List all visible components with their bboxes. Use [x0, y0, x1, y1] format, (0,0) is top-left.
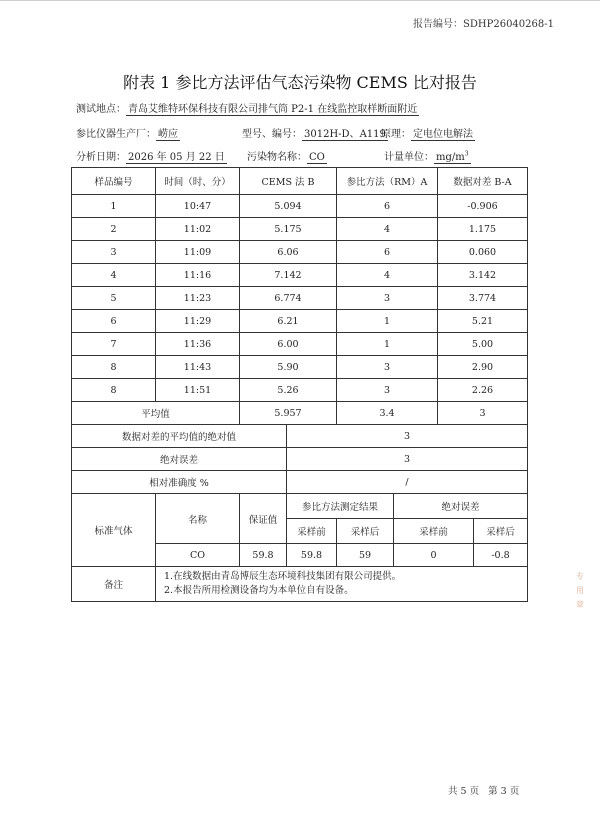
side-stamp: 专 用 章 — [576, 572, 584, 609]
date-field — [76, 148, 227, 163]
model-label: 型号、编号： — [242, 129, 302, 140]
top-divider — [0, 0, 600, 1]
time-cell: 11:02 — [156, 218, 240, 241]
report-number-value: SDHP26040268-1 — [463, 19, 554, 30]
rm-cell: 3 — [337, 356, 438, 379]
gas-name-header: 名称 — [156, 494, 240, 544]
table-row — [72, 379, 528, 402]
table-row — [72, 310, 528, 333]
total-pages: 共 5 页 — [448, 786, 480, 797]
note-line-2: 2.本报告所用检测设备均为本单位自有设备。 — [164, 585, 354, 596]
time-cell: 11:09 — [156, 241, 240, 264]
cems-cell: 5.26 — [240, 379, 337, 402]
sample-id-cell: 8 — [72, 379, 156, 402]
rm-cell: 6 — [337, 195, 438, 218]
note-line-1: 1.在线数据由青岛博辰生态环境科技集团有限公司提供。 — [164, 571, 402, 582]
unit-superscript: 3 — [464, 150, 469, 158]
std-gas-label: 标准气体 — [72, 494, 156, 567]
note-label: 备注 — [72, 567, 156, 602]
ref-before-header: 采样前 — [287, 519, 337, 544]
table-row — [72, 264, 528, 287]
header-cell: CEMS 法 B — [240, 168, 337, 195]
report-number-label: 报告编号： — [413, 19, 464, 30]
page-title: 附表 1 参比方法评估气态污染物 CEMS 比对报告 — [123, 73, 477, 92]
ref-after-header: 采样后 — [337, 519, 394, 544]
abs-error-header: 绝对误差 — [394, 494, 528, 519]
rm-cell: 3 — [337, 379, 438, 402]
principle-value: 定电位电解法 — [413, 129, 473, 140]
cems-cell: 7.142 — [240, 264, 337, 287]
current-page: 第 3 页 — [488, 786, 520, 797]
time-cell: 11:16 — [156, 264, 240, 287]
sample-id-cell: 6 — [72, 310, 156, 333]
pollutant-label: 污染物名称： — [247, 152, 307, 163]
abs-average-value: 3 — [287, 425, 528, 448]
diff-cell: 2.90 — [438, 356, 528, 379]
ref-after-value: 59 — [337, 544, 394, 567]
date-label: 分析日期： — [76, 152, 126, 163]
maker-field — [76, 125, 180, 140]
table-row — [72, 287, 528, 310]
abs-error-label: 绝对误差 — [72, 448, 287, 471]
relative-accuracy-row — [72, 471, 528, 494]
table-row — [72, 195, 528, 218]
table-row — [72, 218, 528, 241]
guarantee-header: 保证值 — [240, 494, 287, 544]
diff-cell: 0.060 — [438, 241, 528, 264]
average-diff: 3 — [438, 402, 528, 425]
sample-id-cell: 1 — [72, 195, 156, 218]
note-row — [72, 567, 528, 602]
rm-cell: 1 — [337, 310, 438, 333]
cems-cell: 5.175 — [240, 218, 337, 241]
time-cell: 11:29 — [156, 310, 240, 333]
location-label: 测试地点： — [76, 104, 126, 115]
rm-cell: 6 — [337, 241, 438, 264]
time-cell: 11:23 — [156, 287, 240, 310]
header-cell: 参比方法（RM）A — [337, 168, 438, 195]
comparison-table — [71, 167, 528, 602]
pollutant-value: CO — [309, 152, 325, 163]
diff-cell: 5.00 — [438, 333, 528, 356]
unit-label: 计量单位： — [384, 152, 434, 163]
unit-field — [384, 148, 471, 163]
cems-cell: 6.06 — [240, 241, 337, 264]
header-cell: 时间（时、分） — [156, 168, 240, 195]
diff-cell: 2.26 — [438, 379, 528, 402]
std-gas-header-row — [72, 494, 528, 519]
unit-value — [434, 152, 471, 164]
rm-cell: 4 — [337, 218, 438, 241]
average-label: 平均值 — [72, 402, 240, 425]
diff-cell: 3.774 — [438, 287, 528, 310]
err-before-value: 0 — [394, 544, 474, 567]
rm-cell: 4 — [337, 264, 438, 287]
maker-value: 崂应 — [158, 129, 178, 140]
gas-name-value: CO — [156, 544, 240, 567]
principle-field — [381, 125, 475, 140]
unit-text: mg/m — [436, 152, 465, 163]
model-field — [242, 125, 388, 140]
average-cems: 5.957 — [240, 402, 337, 425]
time-cell: 11:43 — [156, 356, 240, 379]
average-rm: 3.4 — [337, 402, 438, 425]
time-cell: 11:51 — [156, 379, 240, 402]
location-line — [76, 100, 419, 115]
abs-error-value: 3 — [287, 448, 528, 471]
sample-id-cell: 7 — [72, 333, 156, 356]
table-row — [72, 241, 528, 264]
page-footer — [448, 783, 519, 797]
cems-cell: 5.094 — [240, 195, 337, 218]
abs-average-label: 数据对差的平均值的绝对值 — [72, 425, 287, 448]
ref-result-header: 参比方法测定结果 — [287, 494, 394, 519]
table-row — [72, 356, 528, 379]
sample-id-cell: 2 — [72, 218, 156, 241]
rm-cell: 1 — [337, 333, 438, 356]
ref-before-value: 59.8 — [287, 544, 337, 567]
time-cell: 11:36 — [156, 333, 240, 356]
cems-cell: 6.00 — [240, 333, 337, 356]
date-value: 2026 年 05 月 22 日 — [128, 152, 225, 163]
cems-cell: 5.90 — [240, 356, 337, 379]
abs-average-row — [72, 425, 528, 448]
diff-cell: 1.175 — [438, 218, 528, 241]
abs-error-row — [72, 448, 528, 471]
table-row — [72, 333, 528, 356]
report-number — [413, 15, 554, 30]
location-value: 青岛艾维特环保科技有限公司排气筒 P2-1 在线监控取样断面附近 — [128, 104, 418, 115]
err-after-header: 采样后 — [474, 519, 528, 544]
guarantee-value: 59.8 — [240, 544, 287, 567]
header-cell: 数据对差 B-A — [438, 168, 528, 195]
header-cell: 样品编号 — [72, 168, 156, 195]
average-row — [72, 402, 528, 425]
err-before-header: 采样前 — [394, 519, 474, 544]
model-value: 3012H-D、A119 — [304, 129, 386, 140]
table-header-row — [72, 168, 528, 195]
relative-accuracy-label: 相对准确度 % — [72, 471, 287, 494]
cems-cell: 6.774 — [240, 287, 337, 310]
diff-cell: 5.21 — [438, 310, 528, 333]
diff-cell: -0.906 — [438, 195, 528, 218]
sample-id-cell: 3 — [72, 241, 156, 264]
sample-id-cell: 8 — [72, 356, 156, 379]
sample-id-cell: 4 — [72, 264, 156, 287]
err-after-value: -0.8 — [474, 544, 528, 567]
time-cell: 10:47 — [156, 195, 240, 218]
diff-cell: 3.142 — [438, 264, 528, 287]
maker-label: 参比仪器生产厂： — [76, 129, 156, 140]
sample-id-cell: 5 — [72, 287, 156, 310]
principle-label: 原理： — [381, 129, 411, 140]
note-content — [156, 567, 528, 602]
cems-cell: 6.21 — [240, 310, 337, 333]
rm-cell: 3 — [337, 287, 438, 310]
pollutant-field — [247, 148, 327, 163]
relative-accuracy-value: / — [287, 471, 528, 494]
